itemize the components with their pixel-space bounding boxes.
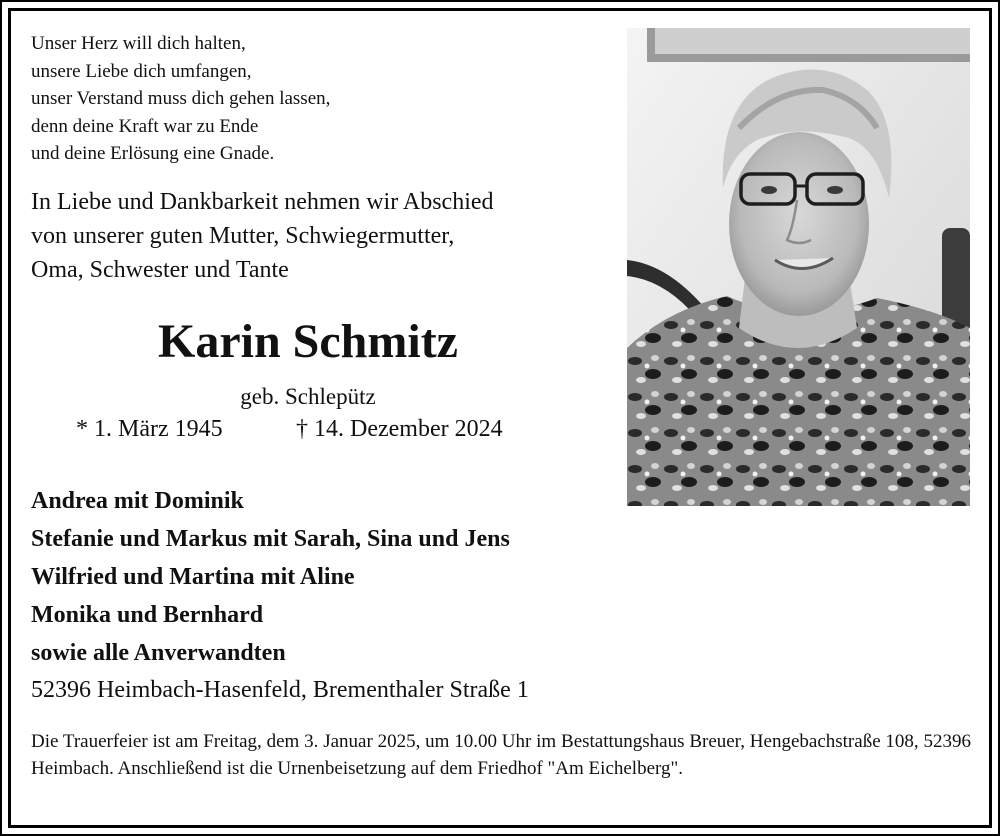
poem-line: Unser Herz will dich halten, bbox=[31, 33, 246, 54]
portrait-photo-icon bbox=[627, 28, 970, 506]
address: 52396 Heimbach-Hasenfeld, Brementhaler Straße 1 bbox=[31, 677, 529, 703]
mourner-line: Stefanie und Markus mit Sarah, Sina und Jens bbox=[31, 526, 510, 552]
intro-line: Oma, Schwester und Tante bbox=[31, 257, 289, 283]
poem bbox=[31, 30, 330, 168]
mourner-line: sowie alle Anverwandten bbox=[31, 640, 286, 666]
mourner-line: Wilfried und Martina mit Aline bbox=[31, 564, 355, 590]
poem-line: unser Verstand muss dich gehen lassen, bbox=[31, 88, 331, 109]
mourners-list bbox=[31, 482, 510, 672]
farewell-intro bbox=[31, 185, 494, 287]
intro-line: In Liebe und Dankbarkeit nehmen wir Abschied bbox=[31, 189, 494, 215]
mourner-line: Andrea mit Dominik bbox=[31, 488, 244, 514]
poem-line: denn deine Kraft war zu Ende bbox=[31, 115, 259, 137]
intro-line: von unserer guten Mutter, Schwiegermutter, bbox=[31, 223, 455, 249]
birth-date: * 1. März 1945 bbox=[76, 416, 223, 442]
poem-line: unsere Liebe dich umfangen, bbox=[31, 60, 252, 82]
ceremony-info: Die Trauerfeier ist am Freitag, dem 3. Januar 2025, um 10.00 Uhr im Bestattungshaus Breuer, Hengebachstraße 108, 52396 Heimbach. Anschließend ist die Urnenbeisetzung auf dem Friedhof "Am Eichelberg". bbox=[31, 731, 971, 779]
death-date: † 14. Dezember 2024 bbox=[296, 416, 503, 442]
poem-line: und deine Erlösung eine Gnade. bbox=[31, 143, 275, 164]
portrait-photo bbox=[627, 28, 970, 506]
mourner-line: Monika und Bernhard bbox=[31, 602, 264, 628]
birth-name: geb. Schlepütz bbox=[240, 384, 376, 409]
deceased-name: Karin Schmitz bbox=[158, 315, 458, 368]
